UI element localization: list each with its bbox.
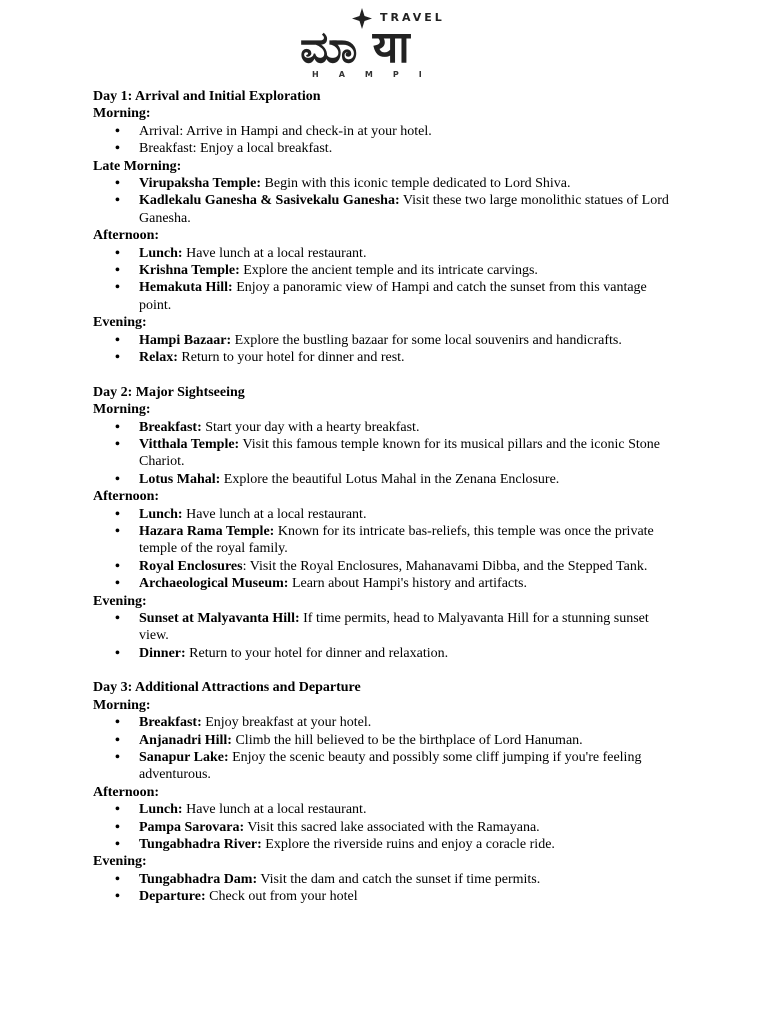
activity-item [139, 749, 673, 784]
activity-name: Tungabhadra Dam: [139, 871, 258, 887]
activity-list [93, 245, 673, 315]
activity-name: Relax: [139, 350, 178, 366]
activity-name: Lunch: [139, 802, 183, 818]
activity-item [139, 801, 673, 818]
activity-description: Begin with this iconic temple dedicated to Lord Shiva. [261, 176, 571, 192]
period-label: Late Morning: [93, 158, 182, 174]
activity-list [93, 175, 673, 227]
activity-item [139, 732, 673, 749]
activity-description: Visit this famous temple known for its musical pillars and the iconic Stone Chariot. [139, 436, 661, 470]
period-label: Morning: [93, 402, 151, 418]
activity-description: Explore the beautiful Lotus Mahal in the Zenana Enclosure. [220, 471, 560, 487]
activity-description: Return to your hotel for dinner and relaxation. [185, 645, 449, 661]
activity-list [93, 332, 673, 367]
activity-name: Departure: [139, 889, 206, 905]
activity-name: Hemakuta Hill: [139, 280, 233, 296]
logo-travel-text: TRAVEL [380, 11, 445, 24]
activity-list [93, 801, 673, 853]
activity-description: Explore the ancient temple and its intricate carvings. [239, 263, 538, 279]
activity-name: Royal Enclosures [139, 558, 243, 574]
day-title: Day 1: Arrival and Initial Exploration [93, 89, 321, 104]
activity-description: Return to your hotel for dinner and rest. [177, 350, 405, 366]
activity-item [139, 262, 673, 279]
activity-item [139, 140, 673, 157]
period-label: Afternoon: [93, 489, 160, 505]
activity-item [139, 645, 673, 662]
activity-item [139, 436, 673, 471]
activity-item [139, 888, 673, 905]
activity-description: Enjoy breakfast at your hotel. [201, 715, 372, 731]
activity-description: Explore the bustling bazaar for some local souvenirs and handicrafts. [231, 332, 622, 348]
day-title: Day 2: Major Sightseeing [93, 384, 245, 400]
activity-description: Have lunch at a local restaurant. [182, 802, 367, 818]
activity-item [139, 245, 673, 262]
activity-description: Visit these two large monolithic statues of Lord Ganesha. [139, 193, 669, 226]
activity-item [139, 192, 673, 227]
period-label: Afternoon: [93, 228, 160, 244]
period-label: Afternoon: [93, 784, 160, 800]
activity-description: Enjoy the scenic beauty and possibly some cliff jumping if you're feeling adventurous. [139, 750, 642, 783]
activity-list [93, 123, 673, 158]
brand-logo [298, 6, 458, 82]
activity-item [139, 836, 673, 853]
activity-description: Climb the hill believed to be the birthplace of Lord Hanuman. [231, 732, 583, 748]
activity-name: Sanapur Lake: [139, 750, 229, 765]
period-label: Evening: [93, 593, 147, 609]
activity-item [139, 558, 673, 575]
activity-name: Dinner: [139, 645, 186, 661]
activity-description: Check out from your hotel [205, 889, 358, 905]
activity-name: Lunch: [139, 245, 183, 261]
activity-description: Have lunch at a local restaurant. [182, 506, 367, 522]
activity-name: Lunch: [139, 506, 183, 522]
activity-item [139, 279, 673, 314]
activity-name: Breakfast: [139, 715, 202, 731]
activity-item [139, 471, 673, 488]
activity-item [139, 349, 673, 366]
activity-item [139, 419, 673, 436]
activity-name: Hampi Bazaar: [139, 332, 232, 348]
logo-hampi-text: HAMPI [312, 70, 442, 79]
activity-name: Pampa Sarovara: [139, 819, 245, 835]
activity-name: Vitthala Temple: [139, 436, 240, 452]
activity-description: Explore the riverside ruins and enjoy a coracle ride. [261, 837, 555, 853]
activity-name: Kadlekalu Ganesha & Sasivekalu Ganesha: [139, 193, 400, 209]
activity-item [139, 506, 673, 523]
activity-item [139, 819, 673, 836]
activity-description: If time permits, head to Malyavanta Hill for a stunning sunset view. [139, 610, 649, 644]
activity-name: Anjanadri Hill: [139, 732, 232, 748]
activity-list [93, 419, 673, 489]
activity-name: Lotus Mahal: [139, 471, 221, 487]
period-label: Morning: [93, 697, 151, 713]
activity-description: Learn about Hampi's history and artifacts. [288, 576, 527, 592]
activity-description: Breakfast: Enjoy a local breakfast. [139, 141, 333, 157]
activity-list [93, 506, 673, 593]
activity-name: Tungabhadra River: [139, 837, 262, 853]
activity-name: Hazara Rama Temple: [139, 523, 275, 539]
activity-list [93, 871, 673, 906]
day-title: Day 3: Additional Attractions and Departure [93, 680, 361, 696]
activity-name: Archaeological Museum: [139, 576, 289, 592]
itinerary-document [93, 88, 673, 906]
activity-name: Krishna Temple: [139, 263, 240, 279]
activity-item [139, 610, 673, 645]
activity-description: : Visit the Royal Enclosures, Mahanavami Dibba, and the Stepped Tank. [242, 558, 648, 574]
activity-item [139, 123, 673, 140]
activity-name: Virupaksha Temple: [139, 176, 262, 192]
period-label: Evening: [93, 315, 147, 331]
activity-item [139, 871, 673, 888]
period-label: Morning: [93, 106, 151, 122]
activity-description: Visit this sacred lake associated with the Ramayana. [244, 819, 540, 835]
activity-item [139, 714, 673, 731]
activity-description: Start your day with a hearty breakfast. [201, 419, 420, 435]
activity-item [139, 575, 673, 592]
activity-item [139, 523, 673, 558]
activity-list [93, 714, 673, 784]
activity-item [139, 332, 673, 349]
activity-description: Have lunch at a local restaurant. [182, 245, 367, 261]
activity-list [93, 610, 673, 662]
activity-item [139, 175, 673, 192]
logo-script-text: ಮಾ या [300, 22, 410, 73]
activity-name: Breakfast: [139, 419, 202, 435]
activity-description: Enjoy a panoramic view of Hampi and catch the sunset from this vantage point. [139, 280, 647, 313]
period-label: Evening: [93, 854, 147, 870]
activity-description: Known for its intricate bas-reliefs, this temple was once the private temple of the royal family. [139, 523, 654, 557]
activity-name: Sunset at Malyavanta Hill: [139, 610, 300, 626]
activity-description: Arrival: Arrive in Hampi and check-in at your hotel. [139, 123, 432, 139]
activity-description: Visit the dam and catch the sunset if time permits. [257, 871, 541, 887]
